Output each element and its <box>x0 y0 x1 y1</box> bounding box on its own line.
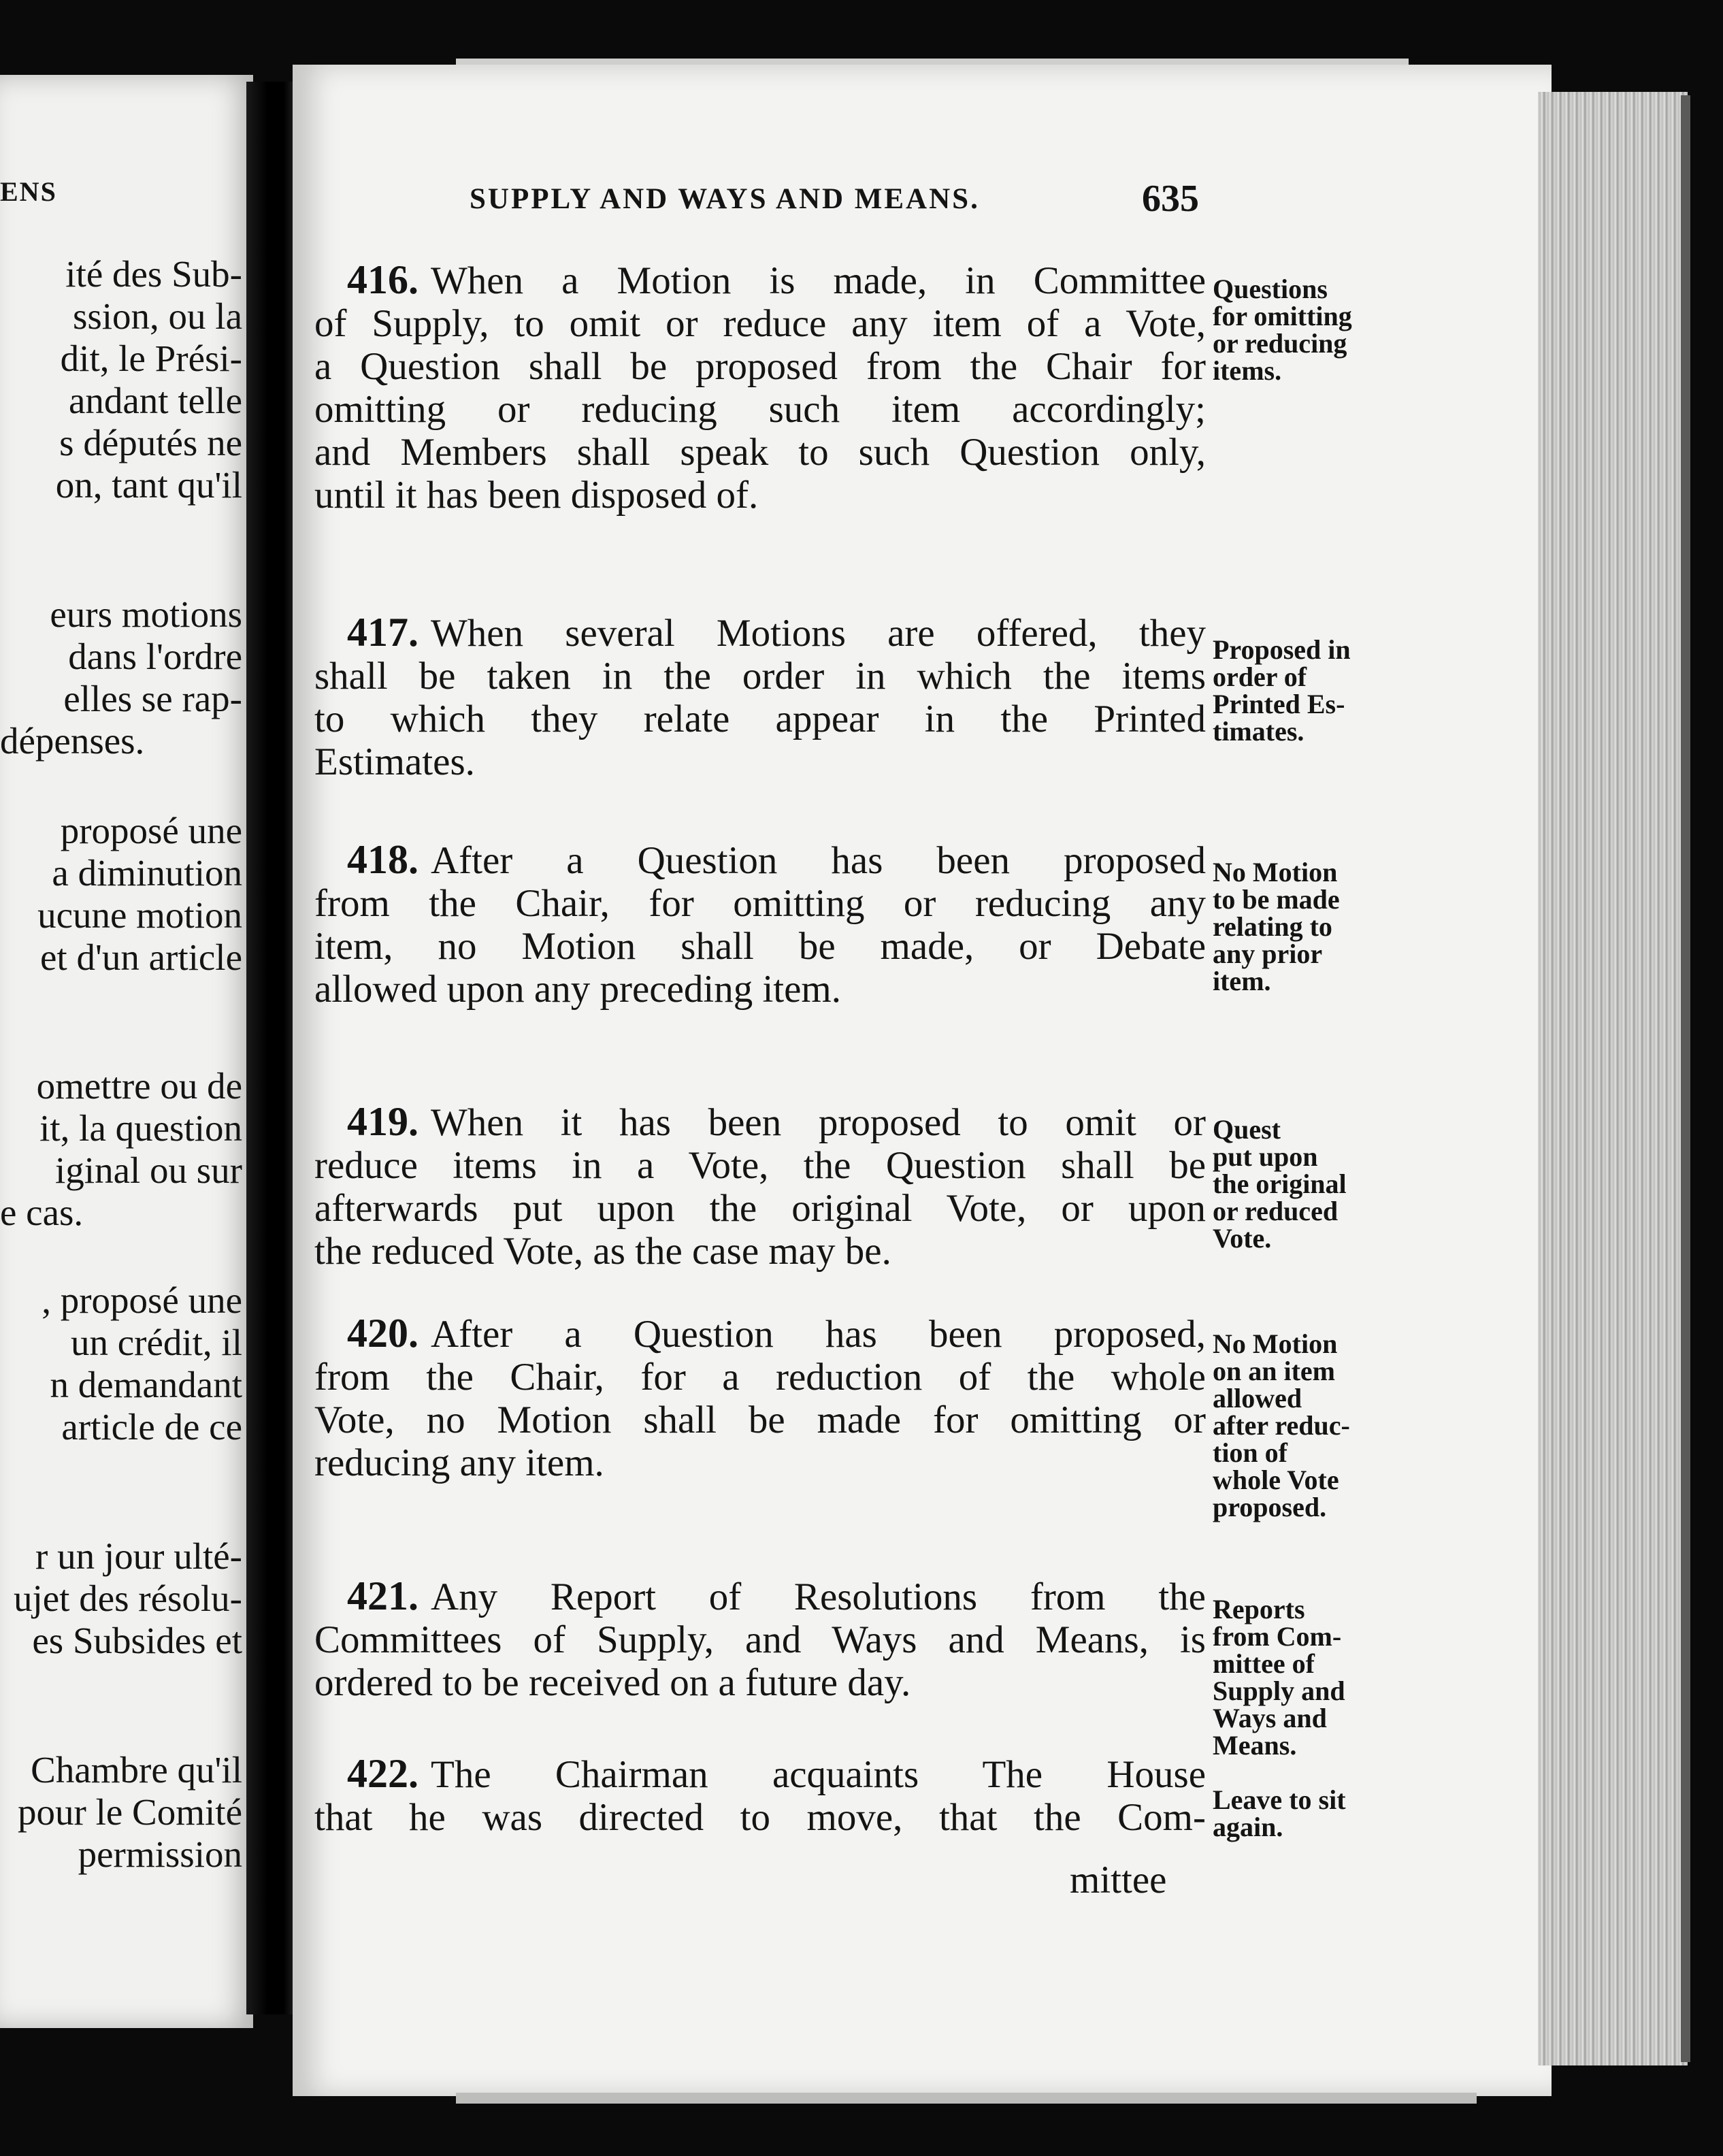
margin-note-417: Proposed in order of Printed Es- timates. <box>1213 634 1351 747</box>
rule-line: from the Chair, for a reduction of the whole <box>314 1356 1206 1399</box>
rule-line: a Question shall be proposed from the Chair for <box>314 345 1206 388</box>
left-line: a diminution <box>52 852 242 894</box>
rule-line: Vote, no Motion shall be made for omitting or <box>314 1399 1206 1441</box>
rule-line: ordered to be received on a future day. <box>314 1661 911 1704</box>
left-line: ujet des résolu- <box>13 1578 242 1619</box>
rule-number: 419. <box>347 1099 419 1144</box>
page-stack-edge <box>1538 92 1688 2065</box>
left-line: es Subsides et <box>32 1620 242 1661</box>
left-line: it, la question <box>39 1107 242 1149</box>
rule-line: until it has been disposed of. <box>314 474 759 517</box>
rule-416 <box>314 259 1206 517</box>
rule-line: 420. After a Question has been proposed, <box>347 1311 1206 1356</box>
rule-line: reduce items in a Vote, the Question shall be <box>314 1144 1206 1187</box>
left-line: eurs motions <box>50 593 242 635</box>
left-line: un crédit, il <box>70 1322 242 1363</box>
page-stack-shadow <box>1681 95 1690 2062</box>
rule-number: 417. <box>347 610 419 655</box>
left-line: e cas. <box>0 1192 84 1233</box>
rule-line: 421. Any Report of Resolutions from the <box>347 1573 1206 1618</box>
left-line: dit, le Prési- <box>60 338 242 379</box>
left-line: on, tant qu'il <box>55 464 242 506</box>
rule-420 <box>314 1312 1206 1484</box>
left-line: iginal ou sur <box>55 1149 242 1191</box>
left-line: et d'un article <box>40 936 242 978</box>
left-line: ssion, ou la <box>72 295 242 337</box>
rule-line: and Members shall speak to such Question only, <box>314 431 1206 474</box>
rule-417 <box>314 611 1206 783</box>
left-line: ité des Sub- <box>65 253 242 295</box>
margin-note-419: Quest put upon the original or reduced Vote. <box>1213 1114 1347 1254</box>
page-bottom-edge <box>456 2093 1477 2104</box>
rule-line: of Supply, to omit or reduce any item of a Vote, <box>314 302 1206 345</box>
rule-number: 418. <box>347 837 419 882</box>
rule-number: 420. <box>347 1311 419 1356</box>
rule-line: 417. When several Motions are offered, they <box>347 610 1206 655</box>
left-line: n demandant <box>50 1364 242 1405</box>
rule-421 <box>314 1575 1206 1704</box>
left-line: permission <box>78 1833 242 1875</box>
rule-line: shall be taken in the order in which the items <box>314 655 1206 698</box>
margin-note-421: Reports from Com- mittee of Supply and Ways and Means. <box>1213 1594 1345 1761</box>
rule-number: 416. <box>347 257 419 302</box>
rule-line: 419. When it has been proposed to omit or <box>347 1099 1206 1144</box>
catchword: mittee <box>1070 1859 1167 1901</box>
rule-line: the reduced Vote, as the case may be. <box>314 1230 891 1273</box>
rule-number: 422. <box>347 1751 419 1796</box>
left-line: dans l'ordre <box>68 636 242 677</box>
book-gutter <box>246 82 299 2014</box>
rule-line: 422. The Chairman acquaints The House <box>347 1751 1206 1796</box>
facing-page-left <box>0 75 253 2028</box>
rule-line: allowed upon any preceding item. <box>314 968 842 1011</box>
rule-line: afterwards put upon the original Vote, or upon <box>314 1187 1206 1230</box>
left-line: , proposé une <box>42 1279 242 1321</box>
page-number: 635 <box>1142 178 1199 220</box>
rule-line: 418. After a Question has been proposed <box>347 837 1206 882</box>
left-line: article de ce <box>61 1406 242 1448</box>
left-line: s députés ne <box>59 422 242 463</box>
margin-note-416: Questions for omitting or reducing items. <box>1213 274 1352 386</box>
rule-418 <box>314 838 1206 1011</box>
rule-line: Committees of Supply, and Ways and Means, is <box>314 1618 1206 1661</box>
margin-note-420: No Motion on an item allowed after reduc- tion of whole Vote proposed. <box>1213 1328 1350 1522</box>
rule-line: omitting or reducing such item accordingly; <box>314 388 1206 431</box>
left-line: ucune motion <box>37 894 242 936</box>
rule-line: 416. When a Motion is made, in Committee <box>347 257 1206 302</box>
rule-419 <box>314 1100 1206 1273</box>
rule-422 <box>314 1752 1206 1839</box>
margin-note-418: No Motion to be made relating to any prior item. <box>1213 857 1340 996</box>
margin-note-422: Leave to sit again. <box>1213 1784 1346 1842</box>
running-head: SUPPLY AND WAYS AND MEANS. <box>470 183 980 215</box>
rule-number: 421. <box>347 1573 419 1618</box>
rule-line: from the Chair, for omitting or reducing any <box>314 882 1206 925</box>
left-line: proposé une <box>60 810 242 851</box>
rule-line: item, no Motion shall be made, or Debate <box>314 925 1206 968</box>
left-line: andant telle <box>68 380 242 421</box>
left-line: Chambre qu'il <box>31 1749 242 1791</box>
left-line: pour le Comité <box>18 1791 242 1833</box>
left-line: r un jour ulté- <box>35 1535 242 1577</box>
rule-line: to which they relate appear in the Printed <box>314 698 1206 740</box>
left-running-head: ENS <box>0 176 57 207</box>
left-line: dépenses. <box>0 720 145 762</box>
rule-line: reducing any item. <box>314 1441 604 1484</box>
rule-line: Estimates. <box>314 740 475 783</box>
rule-line: that he was directed to move, that the Com- <box>314 1796 1206 1839</box>
left-line: omettre ou de <box>36 1065 242 1107</box>
left-line: elles se rap- <box>63 678 242 719</box>
